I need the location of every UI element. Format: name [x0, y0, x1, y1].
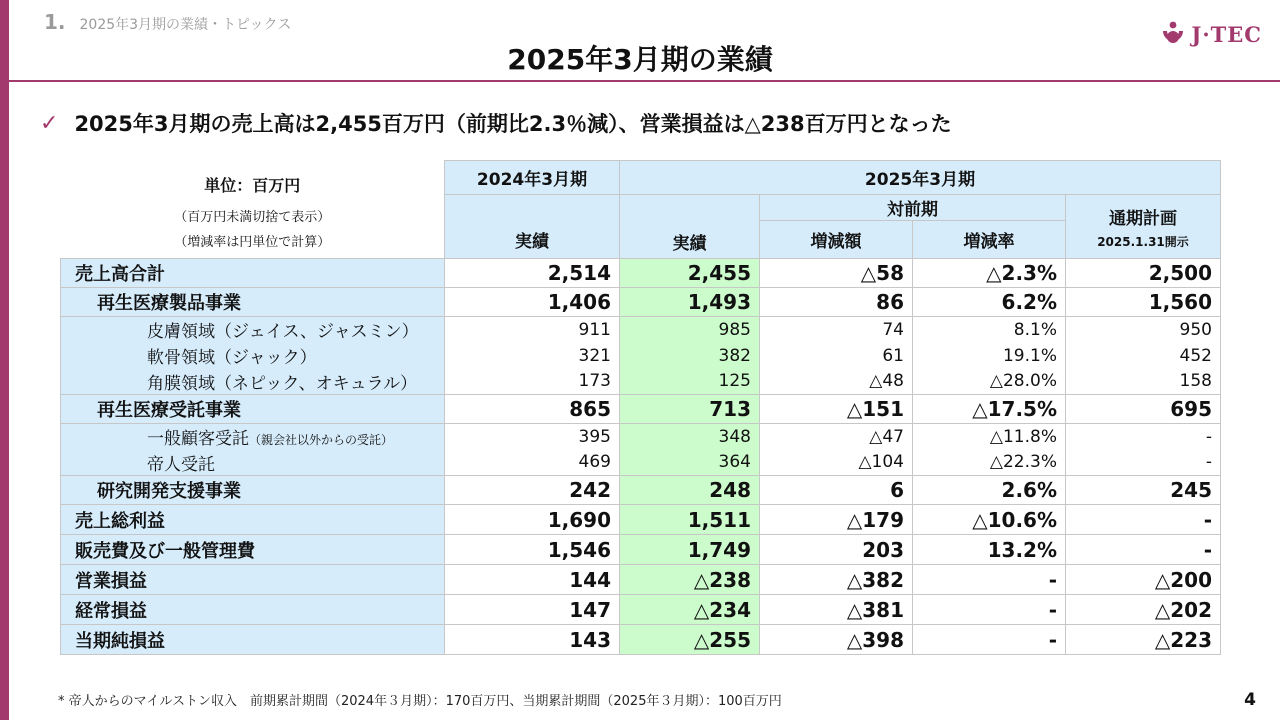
- table-row: [61, 565, 1221, 595]
- cell-rate: △17.5%: [913, 395, 1066, 424]
- header-rate: 増減率: [913, 221, 1066, 259]
- cell-cur: 1,749: [620, 535, 760, 565]
- row-label: 再生医療製品事業: [61, 288, 445, 317]
- cell-plan: 950: [1066, 317, 1221, 343]
- cell-change: △58: [760, 259, 913, 288]
- cell-prev: 321: [445, 343, 620, 369]
- cell-rate: 8.1%: [913, 317, 1066, 343]
- table-row: [61, 625, 1221, 655]
- cell-cur: 985: [620, 317, 760, 343]
- cell-plan: △223: [1066, 625, 1221, 655]
- header-plan-label: 通期計画: [1109, 208, 1177, 229]
- cell-plan: △200: [1066, 565, 1221, 595]
- cell-plan: 158: [1066, 369, 1221, 395]
- cell-plan: -: [1066, 505, 1221, 535]
- cell-change: △151: [760, 395, 913, 424]
- row-label: 当期純損益: [61, 625, 445, 655]
- row-label: 販売費及び一般管理費: [61, 535, 445, 565]
- cell-prev: 242: [445, 476, 620, 505]
- cell-plan: 695: [1066, 395, 1221, 424]
- cell-rate: 19.1%: [913, 343, 1066, 369]
- row-label-note: （親会社以外からの受託）: [249, 433, 394, 448]
- cell-change: △381: [760, 595, 913, 625]
- cell-cur: △234: [620, 595, 760, 625]
- cell-rate: 2.6%: [913, 476, 1066, 505]
- cell-cur: 382: [620, 343, 760, 369]
- cell-prev: 911: [445, 317, 620, 343]
- cell-plan: △202: [1066, 595, 1221, 625]
- table-row: [61, 343, 1221, 369]
- cell-change: △48: [760, 369, 913, 395]
- table-row: [61, 450, 1221, 476]
- cell-change: △382: [760, 565, 913, 595]
- headline: [40, 108, 952, 138]
- unit-note-rate: （増減率は円単位で計算）: [174, 234, 331, 250]
- cell-rate: △28.0%: [913, 369, 1066, 395]
- header-vs-prev: 対前期: [760, 195, 1066, 221]
- row-label: 再生医療受託事業: [61, 395, 445, 424]
- unit-note-truncation: （百万円未満切捨て表示）: [174, 209, 331, 225]
- cell-cur: △255: [620, 625, 760, 655]
- row-label: 角膜領域（ネピック、オキュラル）: [61, 369, 445, 395]
- table-row: [61, 259, 1221, 288]
- cell-cur: 364: [620, 450, 760, 476]
- cell-change: 74: [760, 317, 913, 343]
- cell-change: 203: [760, 535, 913, 565]
- cell-plan: -: [1066, 535, 1221, 565]
- left-accent-bar: [0, 0, 9, 720]
- row-label-text: 一般顧客受託: [147, 429, 249, 450]
- cell-prev: 173: [445, 369, 620, 395]
- table-row: [61, 424, 1221, 450]
- row-label: 軟骨領域（ジャック）: [61, 343, 445, 369]
- breadcrumb: [44, 10, 291, 34]
- table-row: [61, 476, 1221, 505]
- row-label: 帝人受託: [61, 450, 445, 476]
- row-label: 皮膚領域（ジェイス、ジャスミン）: [61, 317, 445, 343]
- table-row: [61, 535, 1221, 565]
- cell-rate: △22.3%: [913, 450, 1066, 476]
- header-actual-prev: 実績: [445, 195, 620, 259]
- cell-cur: △238: [620, 565, 760, 595]
- cell-rate: △2.3%: [913, 259, 1066, 288]
- header-prev-period: 2024年3月期: [445, 161, 620, 195]
- cell-rate: -: [913, 565, 1066, 595]
- cell-rate: △10.6%: [913, 505, 1066, 535]
- header-change: 増減額: [760, 221, 913, 259]
- cell-rate: -: [913, 625, 1066, 655]
- logo-text: J·TEC: [1191, 21, 1262, 47]
- cell-plan: 2,500: [1066, 259, 1221, 288]
- check-icon: ✓: [40, 110, 59, 136]
- row-label: 研究開発支援事業: [61, 476, 445, 505]
- cell-cur: 2,455: [620, 259, 760, 288]
- cell-cur: 1,493: [620, 288, 760, 317]
- cell-change: 61: [760, 343, 913, 369]
- breadcrumb-number: 1.: [44, 10, 66, 34]
- row-label: [61, 424, 445, 450]
- cell-prev: 395: [445, 424, 620, 450]
- cell-prev: 469: [445, 450, 620, 476]
- title-divider: [9, 80, 1280, 82]
- cell-rate: △11.8%: [913, 424, 1066, 450]
- cell-rate: -: [913, 595, 1066, 625]
- unit-cell: [61, 161, 445, 259]
- cell-plan: 452: [1066, 343, 1221, 369]
- header-cur-period: 2025年3月期: [620, 161, 1221, 195]
- cell-cur: 348: [620, 424, 760, 450]
- cell-rate: 6.2%: [913, 288, 1066, 317]
- cell-change: △179: [760, 505, 913, 535]
- cell-change: 6: [760, 476, 913, 505]
- row-label: 営業損益: [61, 565, 445, 595]
- cell-plan: -: [1066, 424, 1221, 450]
- table-row: [61, 317, 1221, 343]
- headline-text: 2025年3月期の売上高は2,455百万円（前期比2.3％減）、営業損益は△238百万円となった: [74, 112, 952, 136]
- page-title: 2025年3月期の業績: [507, 43, 773, 76]
- cell-cur: 1,511: [620, 505, 760, 535]
- cell-cur: 125: [620, 369, 760, 395]
- cell-plan: 1,560: [1066, 288, 1221, 317]
- cell-change: △47: [760, 424, 913, 450]
- table-row: [61, 288, 1221, 317]
- cell-prev: 1,406: [445, 288, 620, 317]
- cell-prev: 143: [445, 625, 620, 655]
- breadcrumb-text: 2025年3月期の業績・トピックス: [79, 17, 292, 33]
- table-row: [61, 369, 1221, 395]
- cell-cur: 248: [620, 476, 760, 505]
- cell-rate: 13.2%: [913, 535, 1066, 565]
- results-table: [60, 160, 1221, 655]
- cell-prev: 1,546: [445, 535, 620, 565]
- cell-prev: 865: [445, 395, 620, 424]
- cell-change: △104: [760, 450, 913, 476]
- cell-cur: 713: [620, 395, 760, 424]
- cell-prev: 2,514: [445, 259, 620, 288]
- cell-change: 86: [760, 288, 913, 317]
- row-label: 売上高合計: [61, 259, 445, 288]
- cell-prev: 144: [445, 565, 620, 595]
- footnote: * 帝人からのマイルストン収入 前期累計期間（2024年３月期）：170百万円、当期累計期間（2025年３月期）：100百万円: [58, 694, 782, 709]
- cell-plan: -: [1066, 450, 1221, 476]
- cell-prev: 147: [445, 595, 620, 625]
- table-row: [61, 595, 1221, 625]
- cell-change: △398: [760, 625, 913, 655]
- header-plan: [1066, 195, 1221, 259]
- table-row: [61, 395, 1221, 424]
- row-label: 経常損益: [61, 595, 445, 625]
- cell-plan: 245: [1066, 476, 1221, 505]
- table-row: [61, 505, 1221, 535]
- page-number: 4: [1244, 690, 1256, 710]
- row-label: 売上総利益: [61, 505, 445, 535]
- cell-prev: 1,690: [445, 505, 620, 535]
- header-actual-cur: 実績: [620, 195, 760, 259]
- header-plan-date: 2025.1.31開示: [1097, 234, 1189, 249]
- unit-label: 単位：百万円: [204, 175, 301, 195]
